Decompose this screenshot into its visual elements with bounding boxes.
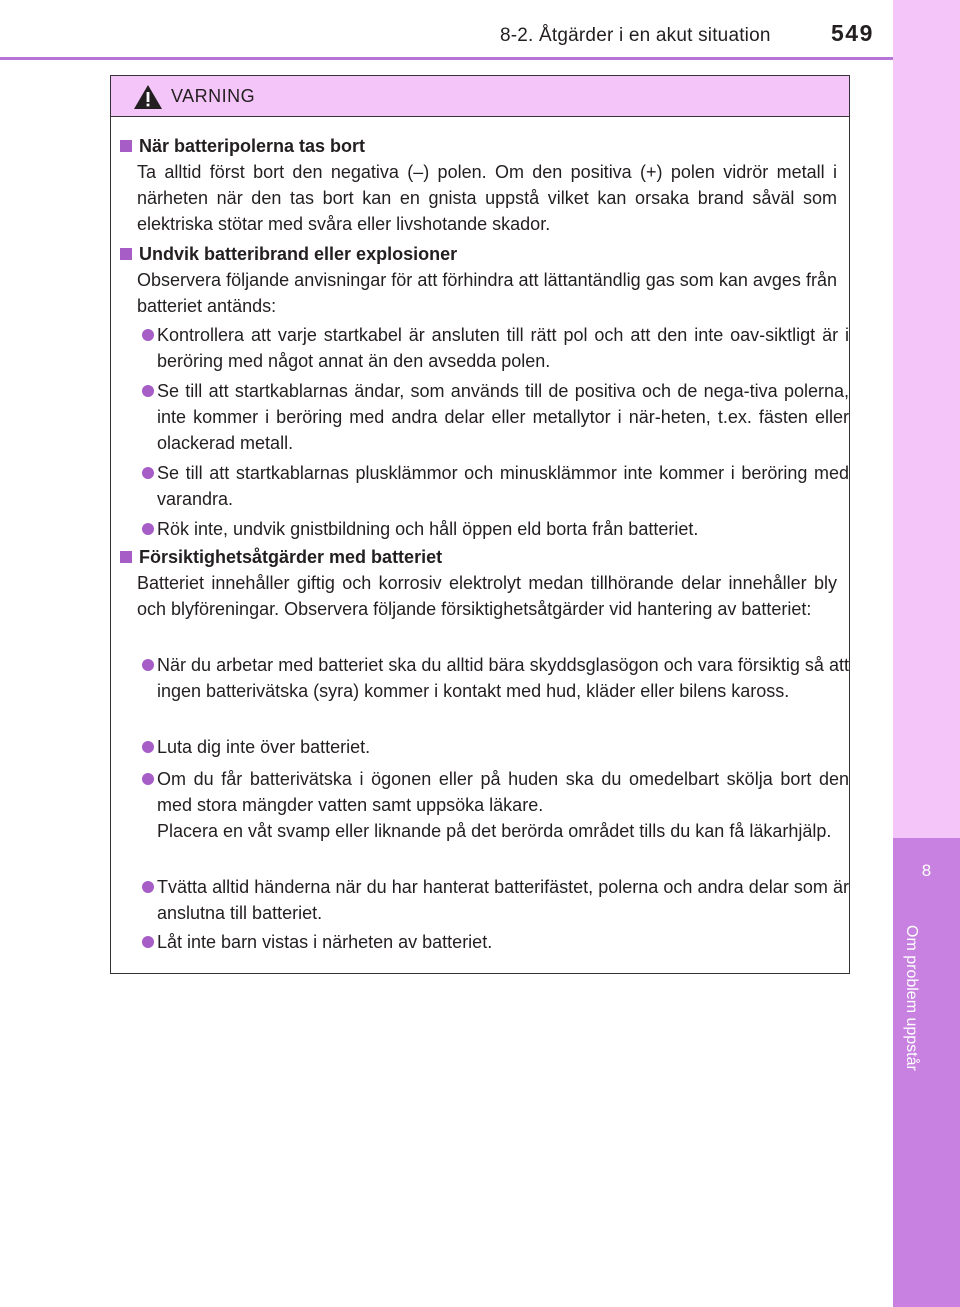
square-bullet-icon [120, 248, 132, 260]
list-item [137, 766, 849, 844]
section-title: 8-2. Åtgärder i en akut situation [500, 25, 771, 46]
list-item-text: Se till att startkablarnas ändar, som används till de positiva och de nega-tiva polerna, inte kommer i beröring med andra delar eller metallytor i när-heten, t.ex. fästen eller olackerad metall. [157, 381, 849, 453]
section-heading [120, 241, 457, 267]
list-item-text: Tvätta alltid händerna när du har hanterat batterifästet, polerna och andra delar som är anslutna till batteriet. [157, 877, 849, 923]
round-bullet-icon [142, 523, 154, 535]
list-item-text: När du arbetar med batteriet ska du alltid bära skyddsglasögon och vara försiktig så att ingen batterivätska (syra) kommer i kontakt med hud, kläder eller bilens kaross. [157, 655, 849, 701]
header-rule [0, 57, 893, 60]
chapter-number: 8 [921, 861, 932, 880]
round-bullet-icon [142, 741, 154, 753]
chapter-title: Om problem uppstår [903, 925, 920, 1071]
chapter-tab[interactable] [893, 838, 960, 1307]
warning-header [111, 76, 849, 117]
section-heading-text: Undvik batteribrand eller explosioner [139, 244, 458, 264]
list-item [137, 460, 849, 512]
round-bullet-icon [142, 659, 154, 671]
list-item-text-line: Om du får batterivätska i ögonen eller på huden ska du omedelbart skölja bort den med stora mängder vatten samt uppsöka läkare. [157, 769, 849, 815]
list-item-text-extra: Placera en våt svamp eller liknande på det berörda området tills du kan få läkarhjälp. [157, 821, 832, 841]
round-bullet-icon [142, 385, 154, 397]
section-paragraph: Batteriet innehåller giftig och korrosiv elektrolyt medan tillhörande delar innehåller bly och blyföreningar. Observera följande försiktighetsåtgärder vid hantering av batteriet: [137, 573, 837, 619]
warning-label: VARNING [171, 86, 256, 106]
list-item [137, 322, 849, 374]
list-item-text: Luta dig inte över batteriet. [157, 737, 371, 757]
warning-box [110, 75, 850, 974]
list-item-text: Se till att startkablarnas plusklämmor och minusklämmor inte kommer i beröring med varandra. [157, 463, 849, 509]
round-bullet-icon [142, 467, 154, 479]
list-item [137, 516, 849, 542]
warning-triangle-icon [133, 84, 163, 110]
round-bullet-icon [142, 936, 154, 948]
section-heading [120, 544, 442, 570]
square-bullet-icon [120, 140, 132, 152]
section-paragraph: Ta alltid först bort den negativa (–) polen. Om den positiva (+) polen vidrör metall i närheten när den tas bort kan en gnista uppstå vilket kan orsaka brand såväl som elektriska stötar med svåra eller livshotande skador. [137, 162, 837, 234]
list-item [137, 734, 849, 760]
page-number: 549 [831, 20, 874, 46]
round-bullet-icon [142, 329, 154, 341]
round-bullet-icon [142, 881, 154, 893]
list-item [137, 652, 849, 704]
list-item-text: Kontrollera att varje startkabel är ansluten till rätt pol och att den inte oav-siktligt är i beröring med något annat än den avsedda polen. [157, 325, 849, 371]
section-heading-text: När batteripolerna tas bort [139, 136, 366, 156]
round-bullet-icon [142, 773, 154, 785]
section-heading [120, 133, 365, 159]
list-item-text: Låt inte barn vistas i närheten av batteriet. [157, 932, 493, 952]
list-item-text [157, 766, 849, 844]
list-item-text: Rök inte, undvik gnistbildning och håll öppen eld borta från batteriet. [157, 519, 699, 539]
square-bullet-icon [120, 551, 132, 563]
section-heading-text: Försiktighetsåtgärder med batteriet [139, 547, 443, 567]
list-item [137, 874, 849, 926]
list-item [137, 929, 849, 955]
list-item [137, 378, 849, 456]
section-paragraph: Observera följande anvisningar för att förhindra att lättantändlig gas som kan avges från batteriet antänds: [137, 270, 837, 316]
